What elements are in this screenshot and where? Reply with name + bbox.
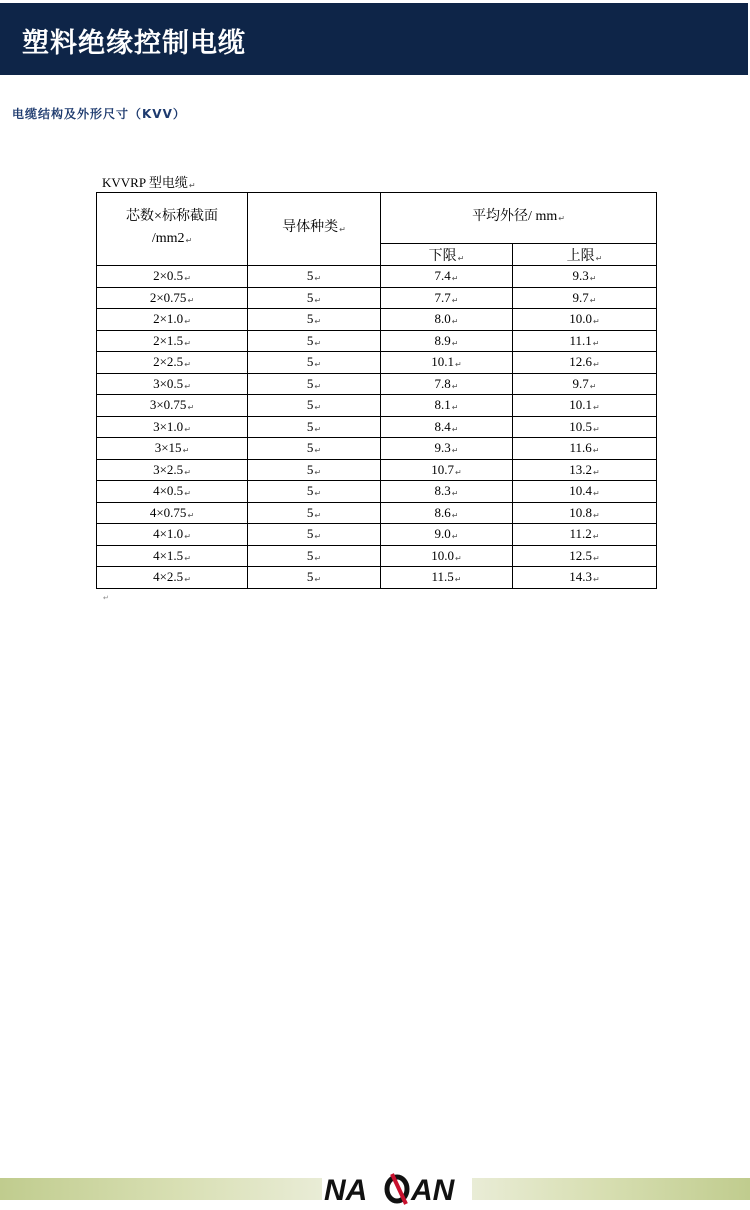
header-cell-lower-limit bbox=[381, 244, 513, 266]
cell-upper-limit bbox=[513, 459, 657, 481]
cell-lower-limit-value: 10.1 bbox=[431, 354, 455, 370]
cell-upper-limit bbox=[513, 481, 657, 503]
cell-conductor-type bbox=[248, 567, 381, 589]
paragraph-mark-icon: ↵ bbox=[314, 317, 322, 327]
paragraph-mark-icon: ↵ bbox=[589, 274, 597, 284]
paragraph-mark-icon: ↵ bbox=[103, 594, 109, 602]
paragraph-mark-icon: ↵ bbox=[187, 403, 195, 413]
table-row bbox=[97, 459, 657, 481]
paragraph-mark-icon: ↵ bbox=[314, 532, 322, 542]
core-area-label-line2: /mm2 bbox=[151, 231, 185, 246]
paragraph-mark-icon: ↵ bbox=[593, 403, 600, 413]
cell-spec-value: 2×1.5 bbox=[153, 332, 184, 348]
paragraph-mark-icon: ↵ bbox=[314, 510, 322, 520]
naoan-logo bbox=[322, 1168, 472, 1208]
cell-spec bbox=[97, 459, 248, 481]
cell-lower-limit-value: 7.7 bbox=[434, 289, 451, 305]
paragraph-mark-icon: ↵ bbox=[314, 575, 322, 585]
cell-conductor-type-value: 5 bbox=[306, 289, 314, 305]
paragraph-mark-icon: ↵ bbox=[314, 446, 322, 456]
table-row bbox=[97, 567, 657, 589]
paragraph-mark-icon: ↵ bbox=[185, 236, 193, 245]
cell-upper-limit bbox=[513, 438, 657, 460]
cell-upper-limit bbox=[513, 567, 657, 589]
cell-lower-limit-value: 8.3 bbox=[434, 483, 451, 499]
table-row bbox=[97, 373, 657, 395]
cell-conductor-type-value: 5 bbox=[306, 569, 314, 585]
paragraph-mark-icon: ↵ bbox=[184, 575, 191, 585]
paragraph-mark-icon: ↵ bbox=[314, 467, 322, 477]
paragraph-mark-icon: ↵ bbox=[187, 510, 195, 520]
paragraph-mark-icon: ↵ bbox=[314, 338, 322, 348]
cell-lower-limit bbox=[381, 524, 513, 546]
cell-conductor-type bbox=[248, 459, 381, 481]
paragraph-mark-icon: ↵ bbox=[314, 489, 322, 499]
cell-upper-limit-value: 13.2 bbox=[569, 461, 593, 477]
paragraph-mark-icon: ↵ bbox=[593, 424, 600, 434]
cell-conductor-type bbox=[248, 545, 381, 567]
cell-upper-limit-value: 11.6 bbox=[569, 440, 592, 456]
footer-bar-left bbox=[0, 1178, 322, 1200]
cell-spec bbox=[97, 567, 248, 589]
cell-spec bbox=[97, 481, 248, 503]
cell-lower-limit bbox=[381, 416, 513, 438]
cell-lower-limit bbox=[381, 459, 513, 481]
cell-lower-limit bbox=[381, 545, 513, 567]
cell-conductor-type bbox=[248, 373, 381, 395]
svg-text:NA: NA bbox=[324, 1174, 368, 1207]
paragraph-mark-icon: ↵ bbox=[184, 532, 191, 542]
cell-conductor-type bbox=[248, 330, 381, 352]
cell-spec bbox=[97, 395, 248, 417]
table-row bbox=[97, 438, 657, 460]
cell-upper-limit bbox=[513, 287, 657, 309]
paragraph-mark-icon: ↵ bbox=[592, 338, 600, 348]
paragraph-mark-icon: ↵ bbox=[314, 360, 322, 370]
cell-upper-limit-value: 10.1 bbox=[569, 397, 593, 413]
paragraph-mark-icon: ↵ bbox=[592, 446, 600, 456]
cell-lower-limit bbox=[381, 330, 513, 352]
paragraph-mark-icon: ↵ bbox=[184, 424, 191, 434]
cell-spec-value: 4×1.0 bbox=[153, 526, 184, 542]
cell-conductor-type bbox=[248, 309, 381, 331]
cell-spec bbox=[97, 266, 248, 288]
cell-conductor-type-value: 5 bbox=[306, 332, 314, 348]
cell-spec-value: 3×1.0 bbox=[153, 418, 184, 434]
paragraph-mark-icon: ↵ bbox=[593, 553, 600, 563]
cell-spec bbox=[97, 545, 248, 567]
cell-lower-limit-value: 9.0 bbox=[434, 526, 451, 542]
paragraph-mark-icon: ↵ bbox=[314, 403, 322, 413]
cable-spec-table bbox=[96, 192, 657, 589]
cell-spec bbox=[97, 287, 248, 309]
header-cell-avg-diameter bbox=[381, 193, 657, 244]
conductor-type-label: 导体种类 bbox=[282, 220, 339, 235]
cell-spec-value: 2×0.75 bbox=[149, 289, 187, 305]
paragraph-mark-icon: ↵ bbox=[454, 575, 462, 585]
header-band bbox=[0, 3, 748, 75]
paragraph-mark-icon: ↵ bbox=[187, 295, 195, 305]
paragraph-mark-icon: ↵ bbox=[184, 467, 191, 477]
cell-lower-limit-value: 7.4 bbox=[434, 268, 451, 284]
paragraph-mark-icon: ↵ bbox=[184, 489, 191, 499]
cell-spec-value: 2×0.5 bbox=[153, 268, 184, 284]
paragraph-mark-icon: ↵ bbox=[451, 424, 459, 434]
cell-upper-limit-value: 11.1 bbox=[569, 332, 592, 348]
header-cell-conductor-type bbox=[248, 193, 381, 266]
cell-conductor-type bbox=[248, 287, 381, 309]
cell-conductor-type-value: 5 bbox=[306, 440, 314, 456]
table-body bbox=[97, 266, 657, 589]
cell-conductor-type bbox=[248, 266, 381, 288]
cell-spec bbox=[97, 352, 248, 374]
core-area-label-line1: 芯数×标称截面 bbox=[126, 209, 218, 224]
cell-upper-limit bbox=[513, 266, 657, 288]
cell-upper-limit bbox=[513, 373, 657, 395]
logo-o-mark-icon bbox=[387, 1174, 407, 1204]
cell-upper-limit-value: 9.7 bbox=[572, 289, 589, 305]
cell-conductor-type-value: 5 bbox=[306, 375, 314, 391]
cell-upper-limit bbox=[513, 545, 657, 567]
cell-lower-limit-value: 11.5 bbox=[431, 569, 454, 585]
cell-upper-limit bbox=[513, 352, 657, 374]
cell-lower-limit bbox=[381, 352, 513, 374]
cell-spec bbox=[97, 416, 248, 438]
table-row bbox=[97, 524, 657, 546]
footer-bar-right bbox=[472, 1178, 750, 1200]
paragraph-mark-icon: ↵ bbox=[593, 575, 600, 585]
cell-conductor-type-value: 5 bbox=[306, 311, 314, 327]
cell-lower-limit-value: 8.9 bbox=[434, 332, 451, 348]
paragraph-mark-icon: ↵ bbox=[314, 424, 322, 434]
table-caption-text: KVVRP 型电缆 bbox=[102, 175, 188, 190]
cell-lower-limit bbox=[381, 287, 513, 309]
paragraph-mark-icon: ↵ bbox=[593, 317, 600, 327]
cell-upper-limit bbox=[513, 502, 657, 524]
cell-lower-limit bbox=[381, 395, 513, 417]
paragraph-mark-icon: ↵ bbox=[451, 446, 459, 456]
cell-spec bbox=[97, 373, 248, 395]
table-row bbox=[97, 330, 657, 352]
cell-lower-limit bbox=[381, 567, 513, 589]
paragraph-mark-icon: ↵ bbox=[314, 274, 322, 284]
paragraph-mark-icon: ↵ bbox=[451, 489, 459, 499]
cell-spec-value: 3×15 bbox=[154, 440, 182, 456]
table-row bbox=[97, 287, 657, 309]
paragraph-mark-icon: ↵ bbox=[593, 467, 600, 477]
paragraph-mark-icon: ↵ bbox=[184, 381, 191, 391]
cell-conductor-type bbox=[248, 395, 381, 417]
cell-conductor-type bbox=[248, 438, 381, 460]
paragraph-mark-icon: ↵ bbox=[451, 317, 459, 327]
cell-conductor-type bbox=[248, 524, 381, 546]
cell-lower-limit bbox=[381, 481, 513, 503]
table-row bbox=[97, 266, 657, 288]
lower-limit-label: 下限 bbox=[428, 248, 457, 264]
paragraph-mark-icon: ↵ bbox=[184, 360, 191, 370]
cell-lower-limit-value: 8.6 bbox=[434, 504, 451, 520]
paragraph-mark-icon: ↵ bbox=[451, 510, 459, 520]
cell-upper-limit-value: 10.8 bbox=[569, 504, 593, 520]
paragraph-mark-icon: ↵ bbox=[589, 295, 597, 305]
cell-lower-limit-value: 8.1 bbox=[434, 397, 451, 413]
table-row bbox=[97, 545, 657, 567]
cell-spec-value: 3×0.5 bbox=[153, 375, 184, 391]
paragraph-mark-icon: ↵ bbox=[182, 446, 190, 456]
cell-conductor-type bbox=[248, 416, 381, 438]
table-row bbox=[97, 309, 657, 331]
paragraph-mark-icon: ↵ bbox=[558, 214, 565, 223]
paragraph-mark-icon: ↵ bbox=[455, 467, 462, 477]
cell-conductor-type bbox=[248, 502, 381, 524]
cell-conductor-type-value: 5 bbox=[306, 354, 314, 370]
paragraph-mark-icon: ↵ bbox=[314, 381, 322, 391]
cell-spec-value: 2×1.0 bbox=[153, 311, 184, 327]
paragraph-mark-icon: ↵ bbox=[592, 532, 600, 542]
paragraph-mark-icon: ↵ bbox=[451, 295, 459, 305]
cell-lower-limit-value: 9.3 bbox=[434, 440, 451, 456]
cell-spec-value: 2×2.5 bbox=[153, 354, 184, 370]
cell-conductor-type-value: 5 bbox=[306, 547, 314, 563]
cell-lower-limit-value: 8.4 bbox=[434, 418, 451, 434]
table-row bbox=[97, 395, 657, 417]
table-row bbox=[97, 416, 657, 438]
cell-upper-limit bbox=[513, 309, 657, 331]
table-caption bbox=[102, 172, 196, 191]
paragraph-mark-icon: ↵ bbox=[451, 381, 459, 391]
page-title: 塑料绝缘控制电缆 bbox=[22, 28, 246, 59]
cell-spec bbox=[97, 330, 248, 352]
cell-lower-limit bbox=[381, 438, 513, 460]
cell-lower-limit bbox=[381, 266, 513, 288]
paragraph-mark-icon: ↵ bbox=[339, 225, 346, 234]
cell-upper-limit bbox=[513, 524, 657, 546]
paragraph-mark-icon: ↵ bbox=[593, 510, 600, 520]
cell-lower-limit bbox=[381, 502, 513, 524]
cell-spec-value: 4×2.5 bbox=[153, 569, 184, 585]
cell-upper-limit-value: 9.7 bbox=[572, 375, 589, 391]
cell-upper-limit-value: 12.5 bbox=[569, 547, 593, 563]
cell-conductor-type bbox=[248, 352, 381, 374]
paragraph-mark-icon: ↵ bbox=[451, 338, 459, 348]
paragraph-mark-icon: ↵ bbox=[451, 274, 459, 284]
cell-lower-limit bbox=[381, 309, 513, 331]
table-row bbox=[97, 481, 657, 503]
cell-conductor-type-value: 5 bbox=[306, 483, 314, 499]
paragraph-mark-icon: ↵ bbox=[184, 317, 191, 327]
cell-upper-limit bbox=[513, 330, 657, 352]
paragraph-mark-icon: ↵ bbox=[593, 360, 600, 370]
paragraph-mark-icon: ↵ bbox=[314, 553, 322, 563]
paragraph-mark-icon: ↵ bbox=[451, 403, 459, 413]
paragraph-mark-icon: ↵ bbox=[184, 274, 191, 284]
paragraph-mark-icon: ↵ bbox=[184, 338, 191, 348]
section-title: 电缆结构及外形尺寸（KVV） bbox=[12, 107, 186, 121]
cell-conductor-type-value: 5 bbox=[306, 461, 314, 477]
cell-lower-limit-value: 10.7 bbox=[431, 461, 455, 477]
avg-diameter-label: 平均外径/ mm bbox=[472, 209, 558, 224]
cell-conductor-type bbox=[248, 481, 381, 503]
cell-upper-limit-value: 10.5 bbox=[569, 418, 593, 434]
cell-lower-limit-value: 7.8 bbox=[434, 375, 451, 391]
svg-text:AN: AN bbox=[411, 1174, 455, 1207]
cell-upper-limit bbox=[513, 395, 657, 417]
paragraph-mark-icon: ↵ bbox=[184, 553, 191, 563]
cell-spec bbox=[97, 502, 248, 524]
cell-upper-limit-value: 10.0 bbox=[569, 311, 593, 327]
paragraph-mark-icon: ↵ bbox=[314, 295, 322, 305]
cell-upper-limit-value: 14.3 bbox=[569, 569, 593, 585]
cell-spec bbox=[97, 438, 248, 460]
cell-spec bbox=[97, 524, 248, 546]
header-cell-upper-limit bbox=[513, 244, 657, 266]
paragraph-mark-icon: ↵ bbox=[457, 253, 465, 263]
cell-conductor-type-value: 5 bbox=[306, 268, 314, 284]
cell-lower-limit-value: 8.0 bbox=[434, 311, 451, 327]
cell-lower-limit-value: 10.0 bbox=[431, 547, 455, 563]
paragraph-mark-icon: ↵ bbox=[589, 381, 597, 391]
cell-upper-limit bbox=[513, 416, 657, 438]
cell-lower-limit bbox=[381, 373, 513, 395]
cell-spec-value: 4×1.5 bbox=[153, 547, 184, 563]
cell-spec-value: 4×0.75 bbox=[149, 504, 187, 520]
table-row bbox=[97, 502, 657, 524]
paragraph-mark-icon: ↵ bbox=[595, 253, 603, 263]
cell-conductor-type-value: 5 bbox=[306, 397, 314, 413]
paragraph-mark-icon: ↵ bbox=[451, 532, 459, 542]
cell-spec-value: 4×0.5 bbox=[153, 483, 184, 499]
header-cell-core-area bbox=[97, 193, 248, 266]
cell-conductor-type-value: 5 bbox=[306, 418, 314, 434]
paragraph-mark-icon: ↵ bbox=[188, 181, 196, 190]
cell-upper-limit-value: 11.2 bbox=[569, 526, 592, 542]
paragraph-mark-icon: ↵ bbox=[593, 489, 600, 499]
upper-limit-label: 上限 bbox=[566, 248, 595, 264]
cell-spec-value: 3×0.75 bbox=[149, 397, 187, 413]
paragraph-mark-icon: ↵ bbox=[455, 553, 462, 563]
paragraph-mark-icon: ↵ bbox=[455, 360, 462, 370]
cell-upper-limit-value: 10.4 bbox=[569, 483, 593, 499]
cell-conductor-type-value: 5 bbox=[306, 526, 314, 542]
table-row bbox=[97, 352, 657, 374]
cell-spec bbox=[97, 309, 248, 331]
cell-upper-limit-value: 9.3 bbox=[572, 268, 589, 284]
cell-conductor-type-value: 5 bbox=[306, 504, 314, 520]
cell-spec-value: 3×2.5 bbox=[153, 461, 184, 477]
cell-upper-limit-value: 12.6 bbox=[569, 354, 593, 370]
